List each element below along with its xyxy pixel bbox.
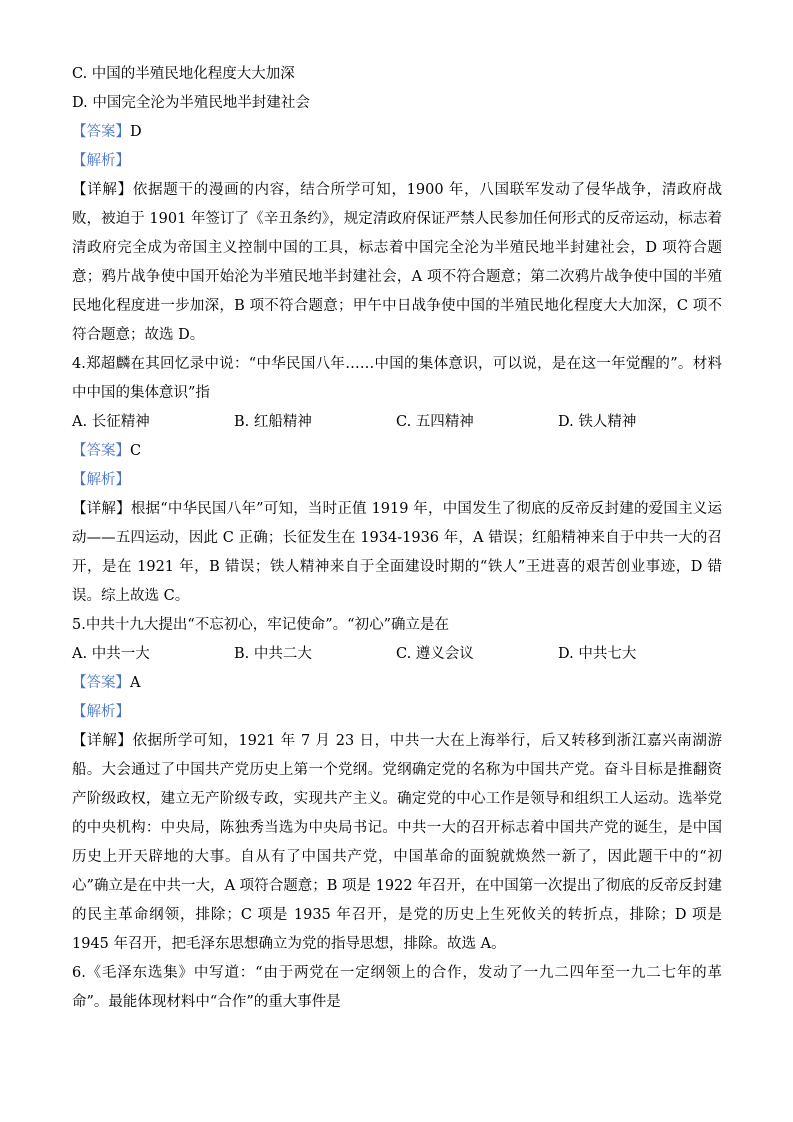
detail-tag: 【详解】	[72, 182, 133, 198]
q4-stem: 4.郑超麟在其回忆录中说：“中华民国八年……中国的集体意识，可以说，是在这一年觉醒的”。材料中中国的集体意识”指	[72, 356, 722, 401]
answer-tag: 【答案】	[72, 675, 130, 691]
answer-value: C	[130, 443, 142, 459]
detail-text: 依据所学可知，1921 年 7 月 23 日，中共一大在上海举行，后又转移到浙江嘉兴南湖游船。大会通过了中国共产党历史上第一个党纲。党纲确定党的名称为中国共产党。奋斗目标是推翻资产阶级政权，建立无产阶级专政，实现共产主义。确定党的中心工作是领导和组织工人运动。选举党的中央机构：中央局，陈独秀当选为中央局书记。中共一大的召开标志着中国共产党的诞生，是中国历史上开天辟地的大事。自从有了中国共产党，中国革命的面貌就焕然一新了，因此题干中的“初心”确立是在中共一大，A 项符合题意；B 项是 1922 年召开，在中国第一次提出了彻底的反帝反封建的民主革命纲领，排除；C 项是 1935 年召开，是党的历史上生死攸关的转折点，排除；D 项是 1945 年召开，把毛泽东思想确立为党的指导思想，排除。故选 A。	[72, 733, 723, 952]
answer-tag: 【答案】	[72, 443, 130, 459]
q5-option-c: C. 遵义会议	[396, 646, 474, 662]
analysis-tag: 【解析】	[72, 704, 130, 720]
q4-option-c: C. 五四精神	[396, 414, 474, 430]
q5-option-d: D. 中共七大	[558, 646, 637, 662]
q4-analysis	[72, 466, 722, 495]
answer-value: A	[130, 675, 141, 691]
answer-value: D	[130, 124, 142, 140]
q3-analysis	[72, 147, 722, 176]
q4-option-b: B. 红船精神	[234, 414, 312, 430]
detail-tag: 【详解】	[72, 501, 131, 517]
q4-detail	[72, 495, 722, 611]
q3-detail	[72, 176, 722, 350]
q5-detail	[72, 727, 722, 959]
document-body	[72, 60, 722, 1017]
q4-option-d: D. 铁人精神	[558, 414, 637, 430]
q3-option-d: D. 中国完全沦为半殖民地半封建社会	[72, 95, 310, 111]
q3-answer	[72, 118, 722, 147]
q5-option-a: A. 中共一大	[72, 646, 150, 662]
q4-options	[72, 408, 722, 437]
q4-answer	[72, 437, 722, 466]
q5-answer	[72, 669, 722, 698]
analysis-tag: 【解析】	[72, 153, 130, 169]
q4-option-a: A. 长征精神	[72, 414, 150, 430]
detail-text: 依据题干的漫画的内容，结合所学可知，1900 年，八国联军发动了侵华战争，清政府战败，被迫于 1901 年签订了《辛丑条约》，规定清政府保证严禁人民参加任何形式的反帝运动，标志着清政府完全成为帝国主义控制中国的工具，标志着中国完全沦为半殖民地半封建社会，D 项符合题意；鸦片战争使中国开始沦为半殖民地半封建社会，A 项不符合题意；第二次鸦片战争使中国的半殖民地化程度进一步加深，B 项不符合题意；甲午中日战争使中国的半殖民地化程度大大加深，C 项不符合题意；故选 D。	[72, 182, 723, 343]
detail-tag: 【详解】	[72, 733, 133, 749]
answer-tag: 【答案】	[72, 124, 130, 140]
q5-stem: 5.中共十九大提出“不忘初心，牢记使命”。“初心”确立是在	[72, 617, 449, 633]
q5-analysis	[72, 698, 722, 727]
q5-option-b: B. 中共二大	[234, 646, 312, 662]
q5-options	[72, 640, 722, 669]
detail-text: 根据“中华民国八年”可知，当时正值 1919 年，中国发生了彻底的反帝反封建的爱国主义运动——五四运动，因此 C 正确；长征发生在 1934-1936 年，A 错误；红船精神来自于中共一大的召开，是在 1921 年，B 错误；铁人精神来自于全面建设时期的“铁人”王进喜的艰苦创业事迹，D 错误。综上故选 C。	[72, 501, 722, 604]
q3-option-c: C. 中国的半殖民地化程度大大加深	[72, 66, 295, 82]
q6-stem: 6.《毛泽东选集》中写道：“由于两党在一定纲领上的合作，发动了一九二四年至一九二七年的革命”。最能体现材料中“合作”的重大事件是	[72, 965, 722, 1010]
analysis-tag: 【解析】	[72, 472, 130, 488]
